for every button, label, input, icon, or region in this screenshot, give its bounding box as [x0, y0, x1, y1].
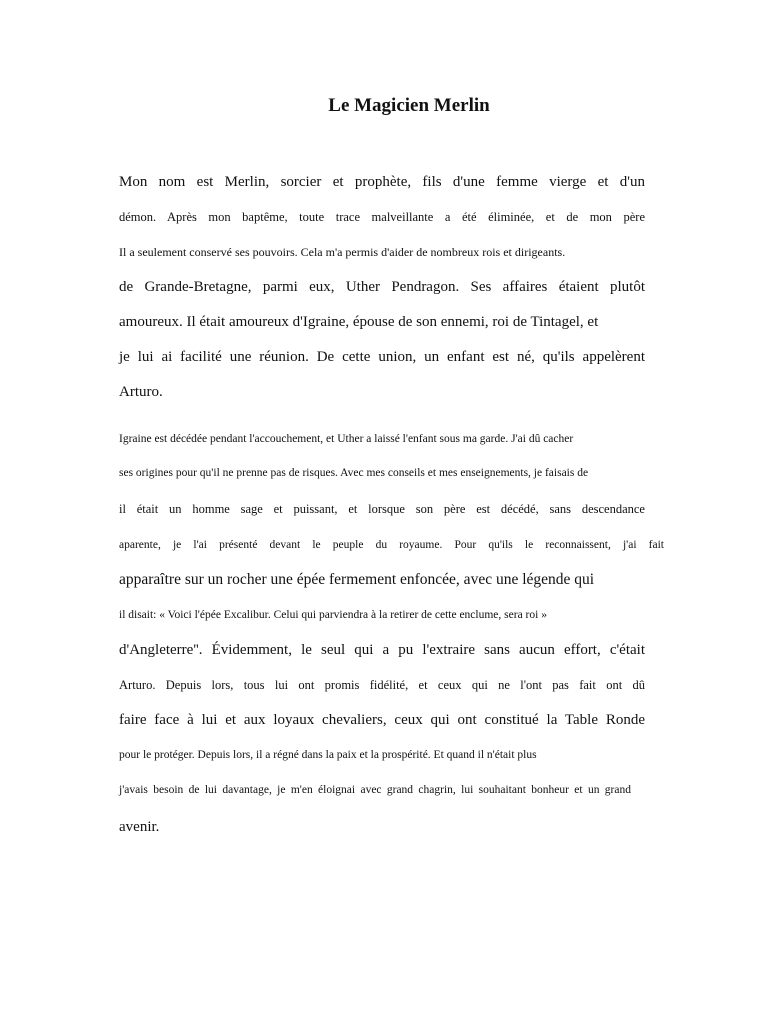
- text-line: ses origines pour qu'il ne prenne pas de risques. Avec mes conseils et mes enseignements, je faisais de: [119, 467, 589, 479]
- text-line: Arturo.: [119, 384, 163, 400]
- text-line: de Grande-Bretagne, parmi eux, Uther Pendragon. Ses affaires étaient plutôt: [119, 279, 645, 295]
- text-line: faire face à lui et aux loyaux chevaliers, ceux qui ont constitué la Table Ronde: [119, 712, 645, 728]
- text-line: aparente, je l'ai présenté devant le peuple du royaume. Pour qu'ils le reconnaissent, j'ai fait: [119, 539, 664, 551]
- text-line: démon. Après mon baptême, toute trace malveillante a été éliminée, et de mon père: [119, 210, 645, 224]
- text-line: d'Angleterre''. Évidemment, le seul qui a pu l'extraire sans aucun effort, c'était: [119, 642, 645, 658]
- text-line: amoureux. Il était amoureux d'Igraine, épouse de son ennemi, roi de Tintagel, et: [119, 314, 599, 330]
- text-line: Il a seulement conservé ses pouvoirs. Cela m'a permis d'aider de nombreux rois et dirigeants.: [119, 245, 566, 259]
- text-line: apparaître sur un rocher une épée fermement enfoncée, avec une légende qui: [119, 571, 595, 588]
- text-line: il était un homme sage et puissant, et lorsque son père est décédé, sans descendance: [119, 502, 645, 516]
- text-line: Igraine est décédée pendant l'accouchement, et Uther a laissé l'enfant sous ma garde. J'ai dû cacher: [119, 433, 574, 445]
- text-line: je lui ai facilité une réunion. De cette union, un enfant est né, qu'ils appelèrent: [119, 349, 645, 365]
- document-title: Le Magicien Merlin: [328, 95, 490, 116]
- text-line: avenir.: [119, 819, 160, 835]
- text-line: Mon nom est Merlin, sorcier et prophète, fils d'une femme vierge et d'un: [119, 174, 645, 190]
- text-line: Arturo. Depuis lors, tous lui ont promis fidélité, et ceux qui ne l'ont pas fait ont dû: [119, 678, 645, 692]
- text-line: j'avais besoin de lui davantage, je m'en éloignai avec grand chagrin, lui souhaitant bonheur et un grand: [119, 784, 631, 796]
- text-line: il disait: « Voici l'épée Excalibur. Celui qui parviendra à la retirer de cette enclume, sera roi »: [119, 609, 547, 621]
- text-line: pour le protéger. Depuis lors, il a régné dans la paix et la prospérité. Et quand il n'était plus: [119, 749, 537, 761]
